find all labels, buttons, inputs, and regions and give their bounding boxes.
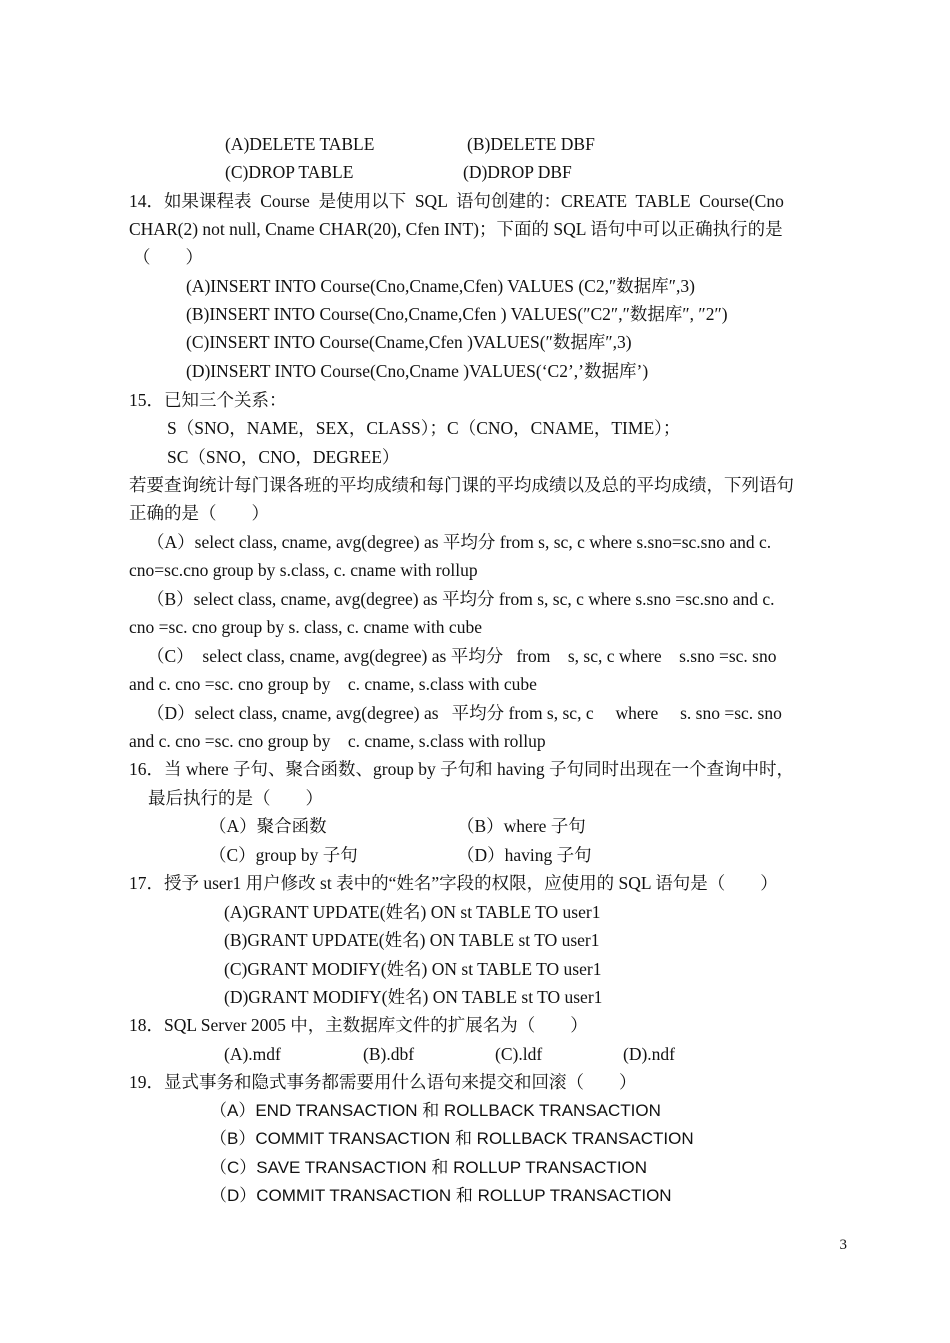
q15-option-c-line2: and c. cno =sc. cno group by c. cname, s.class with cube (129, 674, 537, 694)
q16-stem-line2: 最后执行的是（ ） (148, 788, 323, 808)
q19-option-b: （B）COMMIT TRANSACTION 和 ROLLBACK TRANSACTION (210, 1129, 694, 1148)
page-number: 3 (839, 1237, 847, 1253)
q19-stem: 19．显式事务和隐式事务都需要用什么语句来提交和回滚（ ） (129, 1072, 637, 1092)
q13-option-c: (C)DROP TABLE (225, 162, 354, 182)
q13-option-a: (A)DELETE TABLE (225, 134, 375, 154)
q19-option-c: （C）SAVE TRANSACTION 和 ROLLUP TRANSACTION (210, 1158, 648, 1177)
q15-option-d-line1: （D）select class, cname, avg(degree) as 平均分 from s, sc, c where s. sno =sc. sno (147, 703, 782, 723)
q16-option-a: （A）聚合函数 (209, 816, 327, 836)
q15-option-a-line1: （A）select class, cname, avg(degree) as 平均分 from s, sc, c where s.sno=sc.sno and c. (147, 532, 772, 552)
q17-option-b: (B)GRANT UPDATE(姓名) ON TABLE st TO user1 (224, 930, 600, 950)
q14-option-b: (B)INSERT INTO Course(Cno,Cname,Cfen ) VALUES(″C2″,″数据库″, ″2″) (186, 304, 728, 324)
q15-relation-2: SC（SNO，CNO，DEGREE） (167, 447, 400, 467)
q18-stem: 18．SQL Server 2005 中，主数据库文件的扩展名为（ ） (129, 1015, 588, 1035)
q17-option-a: (A)GRANT UPDATE(姓名) ON st TABLE TO user1 (224, 902, 601, 922)
q14-stem-line1: 14．如果课程表 Course 是使用以下 SQL 语句创建的：CREATE TABLE Course(Cno (129, 191, 784, 211)
q15-option-a-line2: cno=sc.cno group by s.class, c. cname with rollup (129, 560, 478, 580)
q16-option-b: （B）where 子句 (457, 816, 586, 836)
q18-option-b: (B).dbf (363, 1044, 415, 1064)
q15-relation-1: S（SNO，NAME，SEX，CLASS）；C（CNO，CNAME，TIME）； (167, 418, 681, 438)
q16-stem-line1: 16．当 where 子句、聚合函数、group by 子句和 having 子句同时出现在一个查询中时， (129, 759, 794, 779)
q18-option-c: (C).ldf (495, 1044, 543, 1064)
q14-stem-line3: （ ） (133, 247, 203, 267)
q15-option-b-line2: cno =sc. cno group by s. class, c. cname with cube (129, 617, 482, 637)
q14-option-a: (A)INSERT INTO Course(Cno,Cname,Cfen) VALUES (C2,″数据库″,3) (186, 276, 696, 296)
q14-option-c: (C)INSERT INTO Course(Cname,Cfen )VALUES(″数据库″,3) (186, 332, 632, 352)
q19-option-a: （A）END TRANSACTION 和 ROLLBACK TRANSACTION (210, 1101, 661, 1120)
q16-option-c: （C）group by 子句 (209, 845, 358, 865)
q18-option-a: (A).mdf (224, 1044, 281, 1064)
q14-option-d: (D)INSERT INTO Course(Cno,Cname )VALUES(‘C2’,’数据库’) (186, 361, 649, 381)
q15-option-c-line1: （C） select class, cname, avg(degree) as 平均分 from s, sc, c where s.sno =sc. sno (147, 646, 777, 666)
q19-option-d: （D）COMMIT TRANSACTION 和 ROLLUP TRANSACTION (210, 1186, 672, 1205)
q17-option-c: (C)GRANT MODIFY(姓名) ON st TABLE TO user1 (224, 959, 602, 979)
q14-stem-line2: CHAR(2) not null, Cname CHAR(20), Cfen INT)；下面的 SQL 语句中可以正确执行的是 (129, 219, 783, 239)
q13-option-d: (D)DROP DBF (463, 162, 572, 182)
q17-option-d: (D)GRANT MODIFY(姓名) ON TABLE st TO user1 (224, 987, 603, 1007)
q15-option-d-line2: and c. cno =sc. cno group by c. cname, s.class with rollup (129, 731, 546, 751)
q13-option-b: (B)DELETE DBF (467, 134, 595, 154)
q16-option-d: （D）having 子句 (457, 845, 592, 865)
q18-option-d: (D).ndf (623, 1044, 675, 1064)
q15-description-line2: 正确的是（ ） (129, 503, 269, 523)
q15-stem-line1: 15．已知三个关系： (129, 390, 287, 410)
q15-description-line1: 若要查询统计每门课各班的平均成绩和每门课的平均成绩以及总的平均成绩，下列语句 (129, 475, 794, 495)
q17-stem: 17．授予 user1 用户修改 st 表中的“姓名”字段的权限，应使用的 SQL 语句是（ ） (129, 873, 778, 893)
q15-option-b-line1: （B）select class, cname, avg(degree) as 平均分 from s, sc, c where s.sno =sc.sno and c. (147, 589, 775, 609)
